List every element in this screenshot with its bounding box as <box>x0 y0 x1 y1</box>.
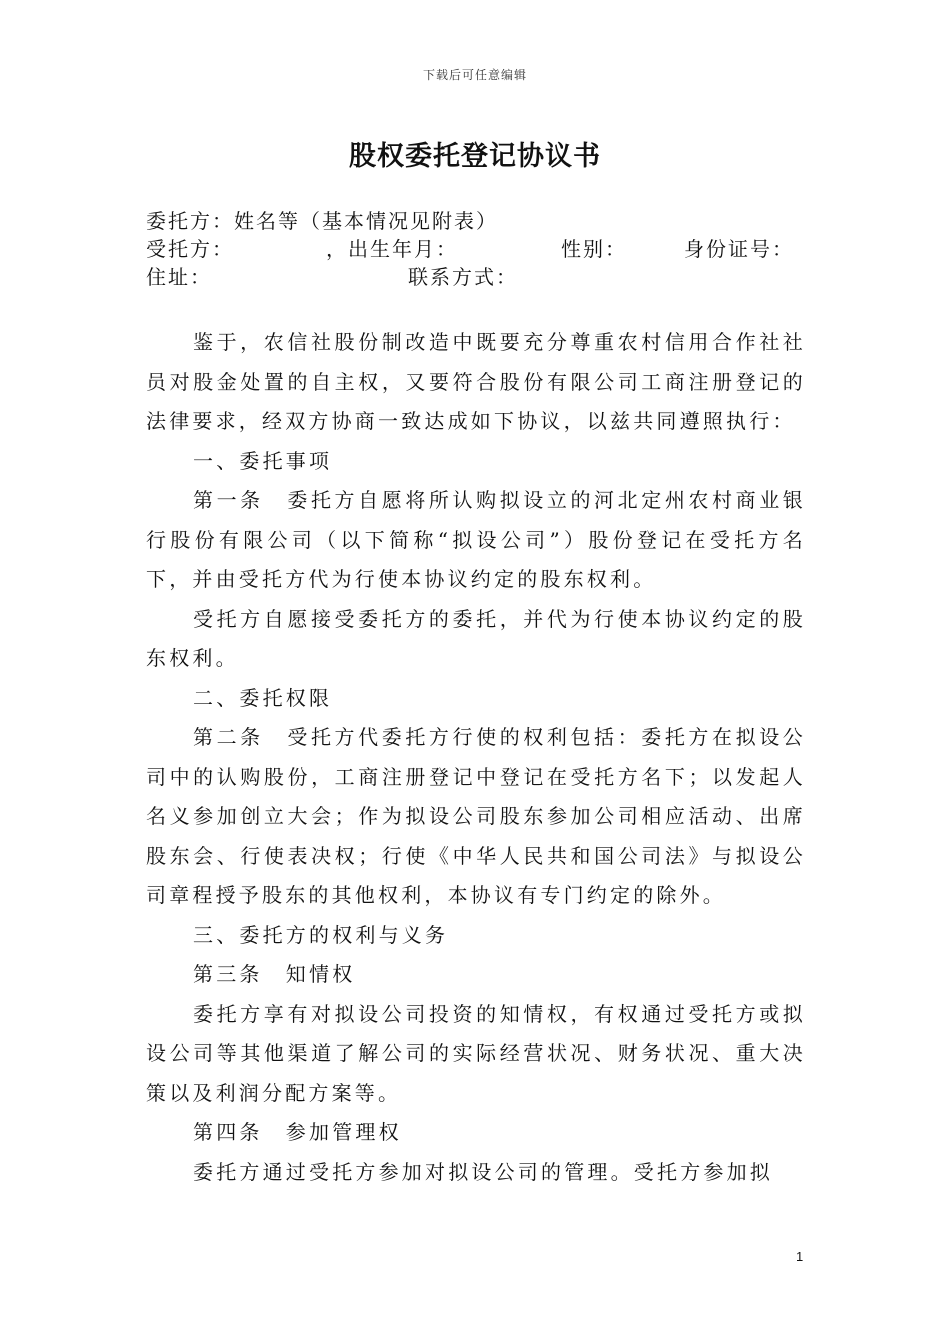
preamble-paragraph: 鉴于，农信社股份制改造中既要充分尊重农村信用合作社社员对股金处置的自主权，又要符合股份有限公司工商注册登记的法律要求，经双方协商一致达成如下协议，以兹共同遵照执行： <box>146 330 806 433</box>
agreement-body <box>146 323 806 1192</box>
section-heading: 一、委托事项 <box>193 448 333 473</box>
body-paragraph: 委托方通过受托方参加对拟设公司的管理。受托方参加拟 <box>193 1159 773 1184</box>
address-label: 住址： <box>146 265 212 289</box>
trustee-label: 受托方： <box>146 237 234 261</box>
trustee-row <box>146 235 806 263</box>
header-note: 下载后可任意编辑 <box>422 68 527 82</box>
body-paragraph: 受托方自愿接受委托方的委托，并代为行使本协议约定的股东权利。 <box>146 606 806 670</box>
parties-block <box>146 207 806 291</box>
section-heading: 三、委托方的权利与义务 <box>193 922 449 947</box>
birth-label: ，出生年月： <box>326 237 458 261</box>
body-paragraph: 委托方享有对拟设公司投资的知情权，有权通过受托方或拟设公司等其他渠道了解公司的实际经营状况、财务状况、重大决策以及利润分配方案等。 <box>146 1001 806 1105</box>
principal-line: 委托方：姓名等（基本情况见附表） <box>146 209 498 233</box>
id-number-label: 身份证号： <box>684 237 794 261</box>
article-paragraph: 第二条 受托方代委托方行使的权利包括：委托方在拟设公司中的认购股份，工商注册登记中登记在受托方名下；以发起人名义参加创立大会；作为拟设公司股东参加公司相应活动、出席股东会、行使表决权；行使《中华人民共和国公司法》与拟设公司章程授予股东的其他权利，本协议有专门约定的除外。 <box>146 725 806 907</box>
contact-label: 联系方式： <box>408 265 518 289</box>
document-title: 股权委托登记协议书 <box>349 141 601 172</box>
gender-label: 性别： <box>561 237 627 261</box>
page-number: 1 <box>796 1249 804 1264</box>
section-heading: 二、委托权限 <box>193 685 333 710</box>
address-row <box>146 263 806 291</box>
article-heading: 第四条 参加管理权 <box>193 1120 402 1144</box>
article-paragraph: 第一条 委托方自愿将所认购拟设立的河北定州农村商业银行股份有限公司（以下简称“拟设公司”）股份登记在受托方名下，并由受托方代为行使本协议约定的股东权利。 <box>146 488 806 591</box>
article-heading: 第三条 知情权 <box>193 962 356 986</box>
principal-row <box>146 207 806 235</box>
